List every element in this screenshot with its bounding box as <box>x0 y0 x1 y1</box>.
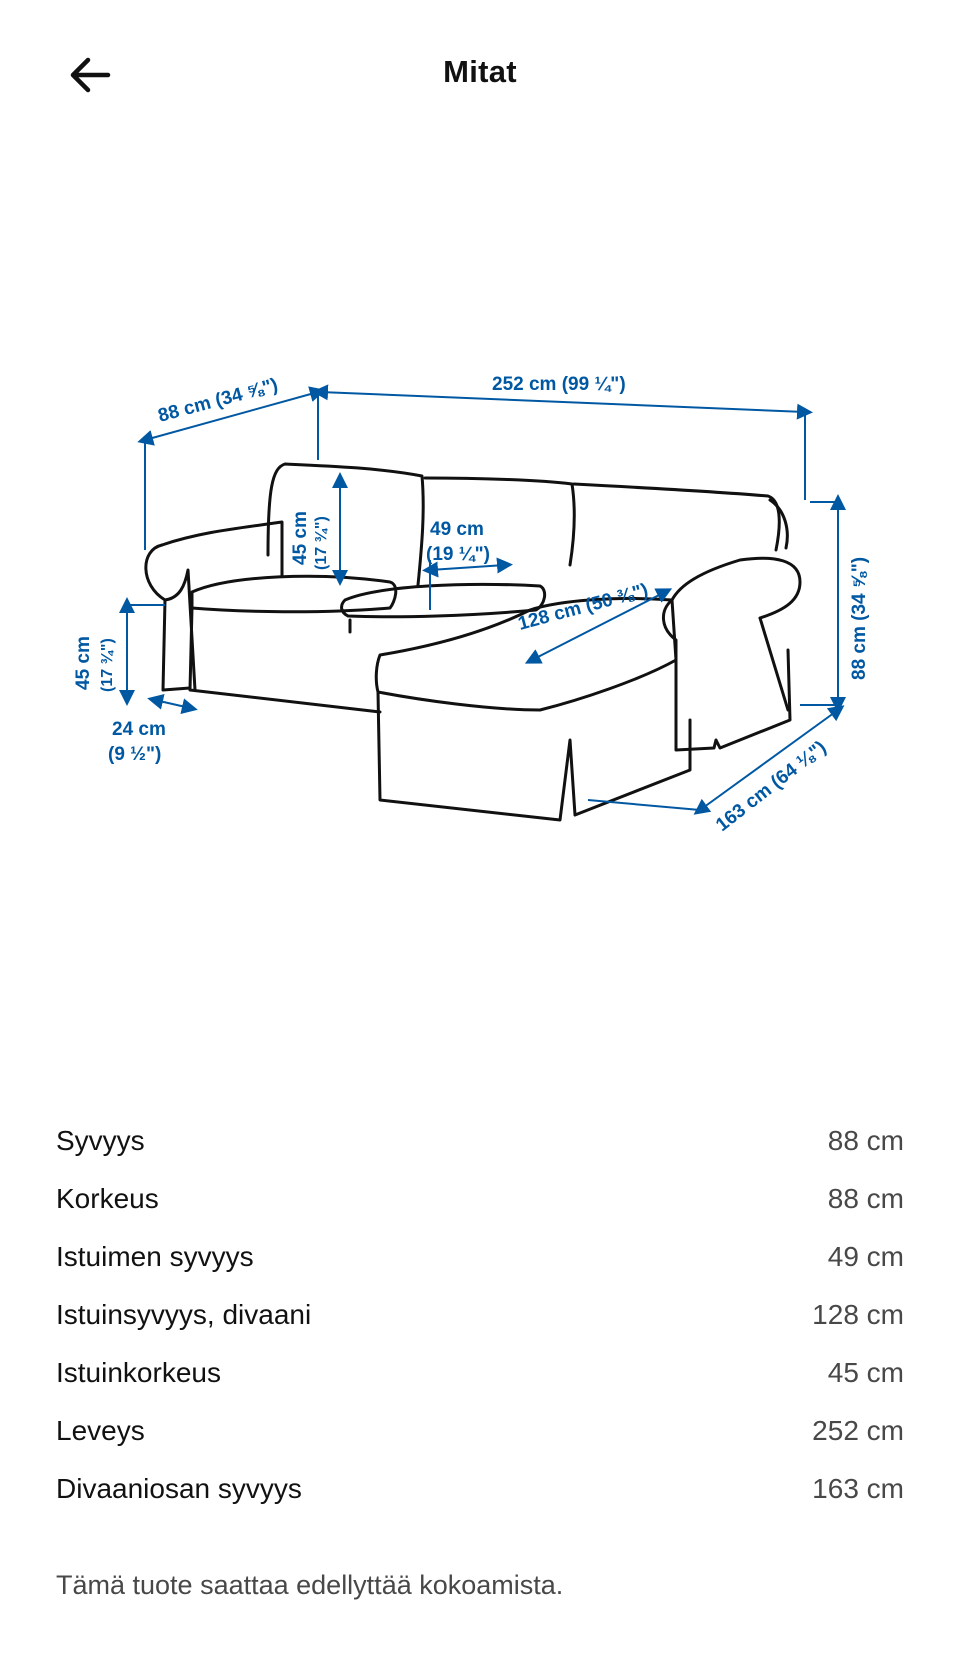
dim-seat-depth-in-label: (19 ¼") <box>426 544 490 565</box>
spec-label: Divaaniosan syvyys <box>56 1473 302 1504</box>
spec-row-depth <box>56 1112 904 1170</box>
spec-label: Leveys <box>56 1415 145 1446</box>
spec-label: Syvyys <box>56 1125 145 1156</box>
dim-arm-cm-label: 24 cm <box>112 719 166 740</box>
spec-value: 88 cm <box>827 1125 904 1156</box>
spec-row-height <box>56 1170 904 1228</box>
spec-value: 163 cm <box>812 1473 904 1504</box>
sofa-illustration <box>0 360 960 900</box>
dim-arm-in-label: (9 ½") <box>108 744 162 765</box>
spec-value: 45 cm <box>827 1357 904 1388</box>
dim-seat-height-in-label: (17 ¾") <box>99 638 116 692</box>
spec-label: Istuinsyvyys, divaani <box>56 1299 312 1330</box>
spec-value: 128 cm <box>812 1299 904 1330</box>
header <box>0 0 960 150</box>
dim-backrest-in-label: (17 ¾") <box>313 516 330 570</box>
spec-label: Istuinkorkeus <box>56 1357 221 1388</box>
spec-value: 88 cm <box>827 1183 904 1214</box>
dim-chaise-length-label: 163 cm (64 ⅛") <box>712 737 831 836</box>
spec-value: 252 cm <box>812 1415 904 1446</box>
dim-seat-height-cm-label: 45 cm <box>73 636 94 690</box>
sofa-dimension-diagram <box>0 360 960 900</box>
dim-backrest-cm-label: 45 cm <box>290 511 311 565</box>
page-title: Mitat <box>443 54 517 89</box>
spec-row-width <box>56 1402 904 1460</box>
spec-row-seat-depth <box>56 1228 904 1286</box>
spec-label: Korkeus <box>56 1183 159 1214</box>
dim-width-top-label: 252 cm (99 ¼") <box>492 374 626 395</box>
spec-value: 49 cm <box>827 1241 904 1272</box>
sofa-outline <box>146 464 800 820</box>
spec-row-chaise-seat-depth <box>56 1286 904 1344</box>
dim-seat-depth-cm-label: 49 cm <box>430 519 484 540</box>
dimension-lines <box>127 392 840 810</box>
spec-row-chaise-depth <box>56 1460 904 1518</box>
dim-height-right-label: 88 cm (34 ⅝") <box>849 556 870 680</box>
assembly-note: Tämä tuote saattaa edellyttää kokoamista. <box>56 1570 564 1600</box>
dim-chaise-depth-label: 128 cm (50 ⅜") <box>515 579 651 635</box>
dim-depth-top-label: 88 cm (34 ⅝") <box>155 374 281 427</box>
spec-row-seat-height <box>56 1344 904 1402</box>
spec-label: Istuimen syvyys <box>56 1241 254 1272</box>
dimension-spec-list <box>56 1112 904 1518</box>
